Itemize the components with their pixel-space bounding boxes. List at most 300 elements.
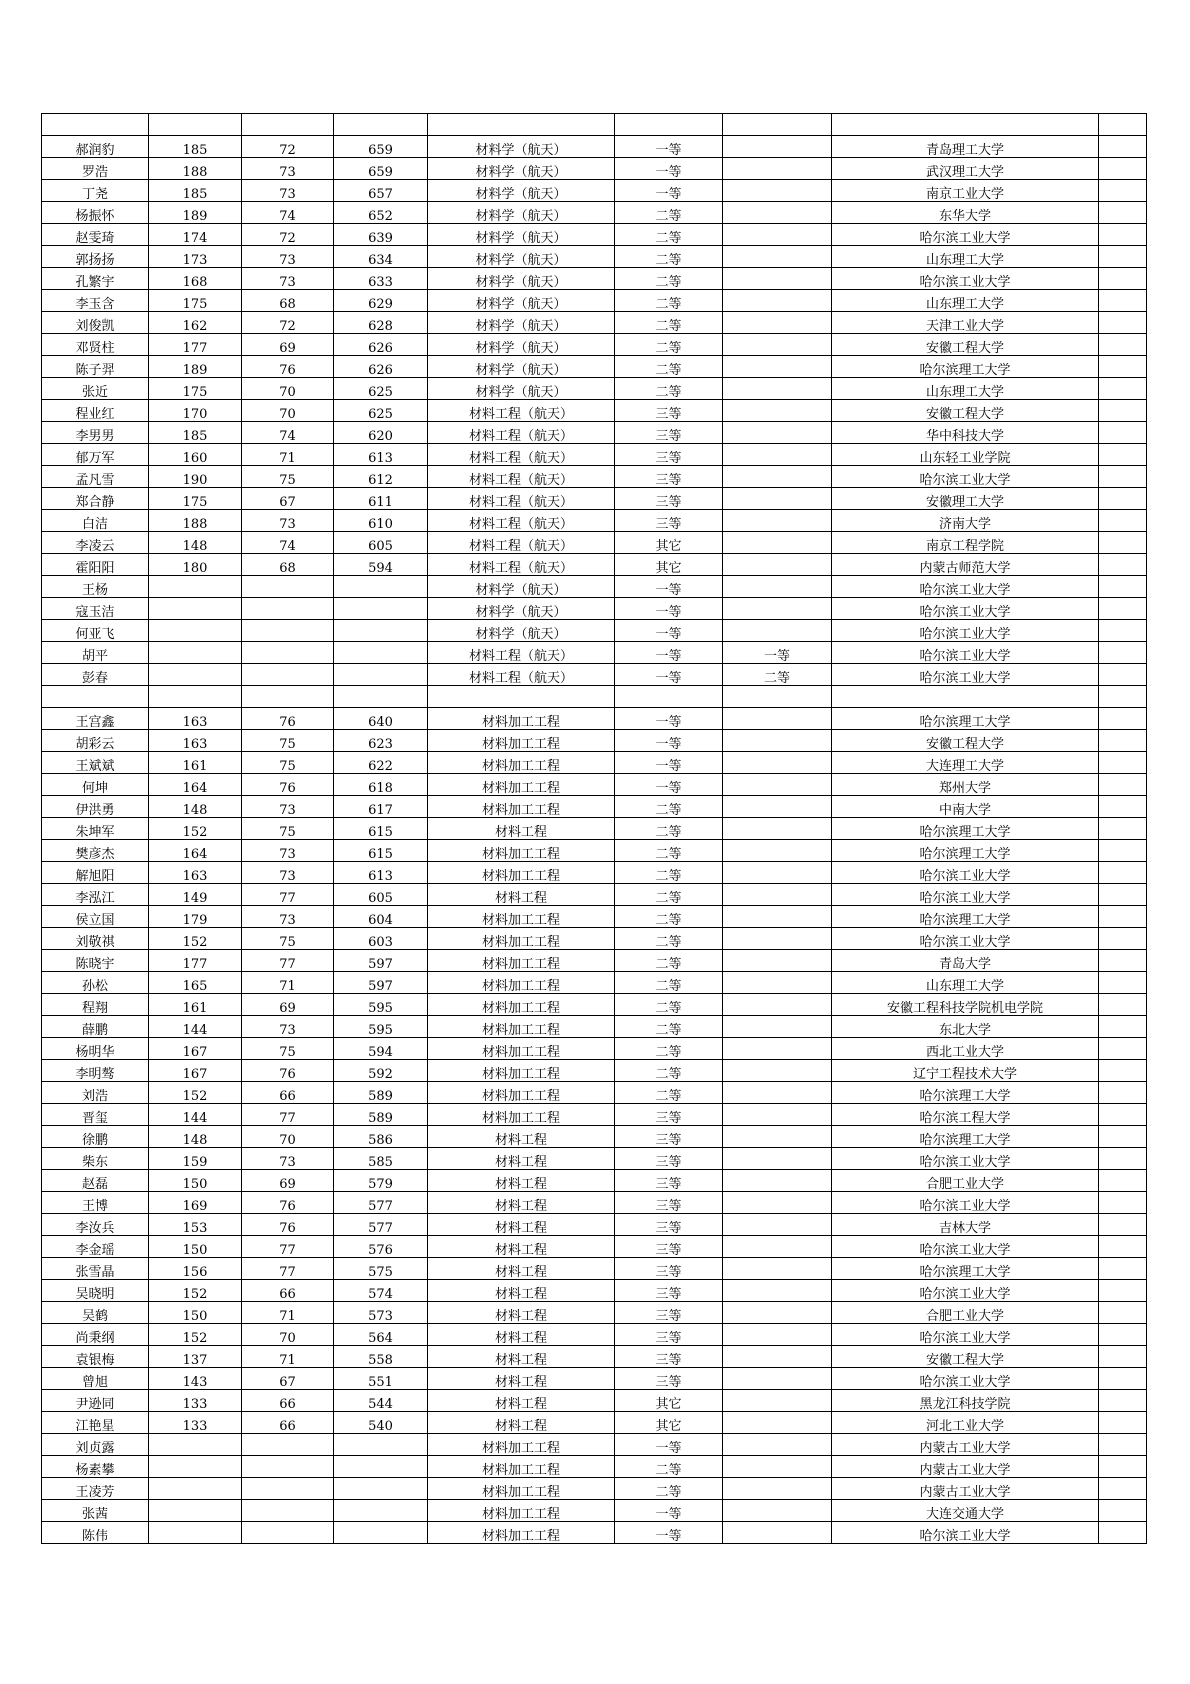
cell-grade: 一等 [615, 1500, 723, 1522]
cell-university: 哈尔滨理工大学 [832, 1082, 1099, 1104]
cell-name: 刘敬祺 [42, 928, 149, 950]
cell-major: 材料工程 [428, 1236, 615, 1258]
cell-grade: 三等 [615, 1368, 723, 1390]
cell-university: 哈尔滨工业大学 [832, 1280, 1099, 1302]
table-row [42, 1192, 1147, 1214]
cell-name: 罗浩 [42, 158, 149, 180]
cell-name: 薛鹏 [42, 1016, 149, 1038]
cell-name: 王斌斌 [42, 752, 149, 774]
cell-name: 李金瑶 [42, 1236, 149, 1258]
cell-extra [723, 752, 832, 774]
table-row [42, 202, 1147, 224]
cell-name: 尹逊同 [42, 1390, 149, 1412]
cell-name: 李凌云 [42, 532, 149, 554]
cell-score-b [242, 1434, 334, 1456]
cell-total: 540 [334, 1412, 428, 1434]
cell-grade: 二等 [615, 1038, 723, 1060]
cell-university: 山东理工大学 [832, 290, 1099, 312]
cell-university: 哈尔滨理工大学 [832, 708, 1099, 730]
cell-grade: 二等 [615, 862, 723, 884]
cell-score-b [242, 1478, 334, 1500]
cell-major: 材料加工工程 [428, 796, 615, 818]
cell-university: 辽宁工程技术大学 [832, 1060, 1099, 1082]
table-row [42, 576, 1147, 598]
cell-score-b: 67 [242, 488, 334, 510]
table-row [42, 1324, 1147, 1346]
cell-score-a: 163 [149, 862, 242, 884]
cell-name: 胡平 [42, 642, 149, 664]
cell-name: 曾旭 [42, 1368, 149, 1390]
cell-score-a: 152 [149, 1324, 242, 1346]
cell-university [832, 686, 1099, 708]
cell-grade: 其它 [615, 1390, 723, 1412]
cell-score-b: 66 [242, 1082, 334, 1104]
cell-score-b: 66 [242, 1412, 334, 1434]
cell-name: 张茜 [42, 1500, 149, 1522]
cell-score-a: 148 [149, 532, 242, 554]
cell-score-a [149, 1434, 242, 1456]
cell-total: 639 [334, 224, 428, 246]
cell-score-b: 77 [242, 1236, 334, 1258]
cell-major: 材料工程 [428, 1324, 615, 1346]
cell-total: 634 [334, 246, 428, 268]
cell-score-b [242, 664, 334, 686]
cell-score-b: 73 [242, 840, 334, 862]
cell-score-a [149, 620, 242, 642]
cell-university: 安徽工程大学 [832, 334, 1099, 356]
cell-major [428, 686, 615, 708]
table-row [42, 1522, 1147, 1544]
cell-grade: 三等 [615, 1214, 723, 1236]
cell-major: 材料工程 [428, 1258, 615, 1280]
cell-total: 597 [334, 950, 428, 972]
table-row [42, 444, 1147, 466]
cell-total [334, 598, 428, 620]
cell-major: 材料加工工程 [428, 1082, 615, 1104]
cell-note [1099, 114, 1147, 136]
cell-name: 王博 [42, 1192, 149, 1214]
cell-score-a: 137 [149, 1346, 242, 1368]
cell-score-a: 164 [149, 840, 242, 862]
cell-score-b: 72 [242, 312, 334, 334]
cell-university: 安徽工程科技学院机电学院 [832, 994, 1099, 1016]
cell-score-a: 173 [149, 246, 242, 268]
cell-major: 材料工程 [428, 1302, 615, 1324]
cell-score-b: 72 [242, 136, 334, 158]
cell-score-b: 69 [242, 334, 334, 356]
cell-name: 吴晓明 [42, 1280, 149, 1302]
cell-extra [723, 884, 832, 906]
cell-note [1099, 840, 1147, 862]
cell-total: 617 [334, 796, 428, 818]
cell-major: 材料学（航天） [428, 378, 615, 400]
cell-major: 材料加工工程 [428, 1500, 615, 1522]
table-row [42, 1104, 1147, 1126]
cell-total [334, 664, 428, 686]
cell-name: 李男男 [42, 422, 149, 444]
cell-note [1099, 1214, 1147, 1236]
cell-grade: 二等 [615, 312, 723, 334]
cell-note [1099, 444, 1147, 466]
cell-university: 安徽工程大学 [832, 400, 1099, 422]
cell-note [1099, 1016, 1147, 1038]
cell-note [1099, 1280, 1147, 1302]
cell-note [1099, 158, 1147, 180]
cell-name: 胡彩云 [42, 730, 149, 752]
cell-extra [723, 136, 832, 158]
cell-name: 晋玺 [42, 1104, 149, 1126]
cell-total: 622 [334, 752, 428, 774]
cell-score-b: 75 [242, 1038, 334, 1060]
cell-note [1099, 180, 1147, 202]
cell-name: 孟凡雪 [42, 466, 149, 488]
cell-grade: 二等 [615, 1456, 723, 1478]
cell-major: 材料工程（航天） [428, 488, 615, 510]
cell-extra [723, 620, 832, 642]
table-row [42, 906, 1147, 928]
table-row [42, 1236, 1147, 1258]
cell-name: 郝润豹 [42, 136, 149, 158]
cell-note [1099, 1038, 1147, 1060]
cell-extra [723, 1170, 832, 1192]
cell-university: 吉林大学 [832, 1214, 1099, 1236]
cell-score-a: 190 [149, 466, 242, 488]
cell-grade: 三等 [615, 1148, 723, 1170]
cell-name: 邓贤柱 [42, 334, 149, 356]
table-row [42, 1126, 1147, 1148]
cell-major: 材料工程（航天） [428, 642, 615, 664]
cell-major: 材料工程（航天） [428, 444, 615, 466]
cell-grade: 二等 [615, 356, 723, 378]
cell-total: 652 [334, 202, 428, 224]
cell-total [334, 686, 428, 708]
table-row [42, 1346, 1147, 1368]
cell-university: 哈尔滨工业大学 [832, 224, 1099, 246]
table-row [42, 1214, 1147, 1236]
cell-note [1099, 422, 1147, 444]
table-row [42, 972, 1147, 994]
cell-score-b: 75 [242, 730, 334, 752]
cell-name: 程业红 [42, 400, 149, 422]
cell-score-a: 159 [149, 1148, 242, 1170]
cell-total: 659 [334, 136, 428, 158]
cell-name: 李汝兵 [42, 1214, 149, 1236]
cell-grade: 二等 [615, 972, 723, 994]
cell-total: 577 [334, 1214, 428, 1236]
cell-grade: 二等 [615, 1016, 723, 1038]
table-row [42, 642, 1147, 664]
cell-extra [723, 730, 832, 752]
cell-university: 哈尔滨工业大学 [832, 642, 1099, 664]
cell-grade: 三等 [615, 1258, 723, 1280]
cell-extra [723, 268, 832, 290]
table-row [42, 290, 1147, 312]
cell-extra [723, 994, 832, 1016]
cell-total: 628 [334, 312, 428, 334]
cell-score-a: 152 [149, 1280, 242, 1302]
cell-score-a: 163 [149, 708, 242, 730]
cell-name: 郁万军 [42, 444, 149, 466]
cell-grade: 一等 [615, 180, 723, 202]
cell-extra [723, 400, 832, 422]
table-row [42, 554, 1147, 576]
cell-grade: 三等 [615, 488, 723, 510]
cell-score-a [149, 1456, 242, 1478]
cell-extra [723, 1368, 832, 1390]
cell-note [1099, 906, 1147, 928]
cell-major: 材料加工工程 [428, 752, 615, 774]
cell-name: 王宫鑫 [42, 708, 149, 730]
cell-university: 哈尔滨工业大学 [832, 884, 1099, 906]
cell-major: 材料学（航天） [428, 202, 615, 224]
cell-grade: 一等 [615, 576, 723, 598]
cell-extra [723, 378, 832, 400]
cell-score-a: 152 [149, 928, 242, 950]
cell-university: 哈尔滨工业大学 [832, 1148, 1099, 1170]
cell-note [1099, 1500, 1147, 1522]
cell-extra [723, 1104, 832, 1126]
cell-total [334, 1478, 428, 1500]
cell-name: 朱坤军 [42, 818, 149, 840]
cell-name: 刘俊凯 [42, 312, 149, 334]
cell-major: 材料工程 [428, 1390, 615, 1412]
cell-score-a: 189 [149, 356, 242, 378]
cell-extra [723, 1214, 832, 1236]
cell-major: 材料工程（航天） [428, 422, 615, 444]
cell-note [1099, 972, 1147, 994]
cell-note [1099, 224, 1147, 246]
cell-university: 哈尔滨工业大学 [832, 268, 1099, 290]
table-row [42, 994, 1147, 1016]
cell-note [1099, 1434, 1147, 1456]
cell-name: 解旭阳 [42, 862, 149, 884]
cell-university [832, 114, 1099, 136]
cell-university: 河北工业大学 [832, 1412, 1099, 1434]
cell-extra [723, 532, 832, 554]
table-row [42, 378, 1147, 400]
cell-name: 侯立国 [42, 906, 149, 928]
cell-score-a: 144 [149, 1104, 242, 1126]
cell-total: 605 [334, 532, 428, 554]
cell-score-b [242, 576, 334, 598]
cell-score-a: 133 [149, 1390, 242, 1412]
cell-major: 材料学（航天） [428, 356, 615, 378]
cell-grade: 一等 [615, 1522, 723, 1544]
cell-major: 材料学（航天） [428, 620, 615, 642]
cell-note [1099, 510, 1147, 532]
cell-total: 625 [334, 378, 428, 400]
cell-score-b: 74 [242, 532, 334, 554]
cell-university: 内蒙古工业大学 [832, 1434, 1099, 1456]
cell-extra [723, 1148, 832, 1170]
cell-note [1099, 1478, 1147, 1500]
cell-grade: 一等 [615, 642, 723, 664]
cell-extra [723, 554, 832, 576]
cell-score-a: 143 [149, 1368, 242, 1390]
cell-score-a: 175 [149, 488, 242, 510]
cell-grade: 一等 [615, 664, 723, 686]
cell-score-b: 74 [242, 202, 334, 224]
cell-score-a [149, 1500, 242, 1522]
cell-grade: 二等 [615, 1478, 723, 1500]
cell-total [334, 1500, 428, 1522]
cell-major: 材料工程（航天） [428, 510, 615, 532]
cell-note [1099, 554, 1147, 576]
table-row [42, 1390, 1147, 1412]
table-row [42, 818, 1147, 840]
cell-major: 材料加工工程 [428, 1478, 615, 1500]
cell-total: 618 [334, 774, 428, 796]
cell-extra [723, 928, 832, 950]
cell-note [1099, 290, 1147, 312]
cell-extra [723, 510, 832, 532]
cell-name: 霍阳阳 [42, 554, 149, 576]
cell-score-a: 185 [149, 136, 242, 158]
cell-extra [723, 1060, 832, 1082]
cell-major: 材料加工工程 [428, 972, 615, 994]
cell-total: 659 [334, 158, 428, 180]
cell-note [1099, 774, 1147, 796]
cell-extra [723, 356, 832, 378]
cell-score-a: 188 [149, 158, 242, 180]
cell-score-b: 76 [242, 708, 334, 730]
cell-grade: 二等 [615, 290, 723, 312]
cell-score-a: 164 [149, 774, 242, 796]
cell-university: 哈尔滨工业大学 [832, 1192, 1099, 1214]
cell-note [1099, 246, 1147, 268]
cell-major: 材料加工工程 [428, 774, 615, 796]
cell-score-a: 162 [149, 312, 242, 334]
cell-note [1099, 356, 1147, 378]
cell-score-b: 75 [242, 466, 334, 488]
cell-extra [723, 422, 832, 444]
cell-score-b: 76 [242, 1060, 334, 1082]
cell-university: 内蒙古师范大学 [832, 554, 1099, 576]
cell-note [1099, 818, 1147, 840]
table-row [42, 1170, 1147, 1192]
cell-university: 哈尔滨工业大学 [832, 466, 1099, 488]
cell-name: 刘浩 [42, 1082, 149, 1104]
cell-university: 东北大学 [832, 1016, 1099, 1038]
cell-name: 杨振怀 [42, 202, 149, 224]
cell-name: 寇玉洁 [42, 598, 149, 620]
cell-total: 573 [334, 1302, 428, 1324]
cell-grade: 三等 [615, 1302, 723, 1324]
cell-grade: 三等 [615, 1324, 723, 1346]
cell-score-b [242, 1456, 334, 1478]
cell-university: 哈尔滨理工大学 [832, 1126, 1099, 1148]
cell-score-b: 71 [242, 972, 334, 994]
cell-university: 东华大学 [832, 202, 1099, 224]
cell-score-a: 150 [149, 1170, 242, 1192]
cell-total: 611 [334, 488, 428, 510]
cell-total: 589 [334, 1104, 428, 1126]
cell-name: 杨明华 [42, 1038, 149, 1060]
cell-note [1099, 1324, 1147, 1346]
cell-major: 材料学（航天） [428, 180, 615, 202]
cell-note [1099, 1346, 1147, 1368]
cell-extra [723, 1192, 832, 1214]
cell-total: 657 [334, 180, 428, 202]
cell-grade: 二等 [615, 268, 723, 290]
cell-score-b: 73 [242, 1148, 334, 1170]
cell-grade: 二等 [615, 796, 723, 818]
cell-extra [723, 1346, 832, 1368]
cell-grade: 二等 [615, 994, 723, 1016]
table-body [42, 114, 1147, 1544]
cell-extra [723, 224, 832, 246]
cell-note [1099, 268, 1147, 290]
table-row [42, 1302, 1147, 1324]
cell-total: 605 [334, 884, 428, 906]
cell-extra [723, 1522, 832, 1544]
cell-total: 564 [334, 1324, 428, 1346]
cell-note [1099, 752, 1147, 774]
cell-score-b: 73 [242, 796, 334, 818]
cell-score-b: 76 [242, 774, 334, 796]
cell-total: 592 [334, 1060, 428, 1082]
cell-extra [723, 334, 832, 356]
cell-grade: 三等 [615, 1192, 723, 1214]
table-row [42, 136, 1147, 158]
cell-total: 613 [334, 862, 428, 884]
table-row [42, 928, 1147, 950]
cell-major: 材料工程 [428, 818, 615, 840]
cell-name: 伊洪勇 [42, 796, 149, 818]
cell-university: 济南大学 [832, 510, 1099, 532]
cell-note [1099, 378, 1147, 400]
cell-total: 612 [334, 466, 428, 488]
cell-university: 大连理工大学 [832, 752, 1099, 774]
cell-total: 640 [334, 708, 428, 730]
cell-grade: 一等 [615, 158, 723, 180]
cell-score-a: 148 [149, 796, 242, 818]
cell-score-a: 152 [149, 818, 242, 840]
cell-total: 576 [334, 1236, 428, 1258]
cell-score-a [149, 1522, 242, 1544]
cell-major: 材料工程（航天） [428, 532, 615, 554]
cell-major: 材料工程（航天） [428, 554, 615, 576]
cell-grade: 其它 [615, 554, 723, 576]
cell-note [1099, 730, 1147, 752]
cell-total: 595 [334, 994, 428, 1016]
cell-name: 李玉含 [42, 290, 149, 312]
cell-grade: 一等 [615, 708, 723, 730]
cell-grade: 二等 [615, 840, 723, 862]
cell-university: 山东理工大学 [832, 246, 1099, 268]
cell-major: 材料加工工程 [428, 1060, 615, 1082]
table-row [42, 466, 1147, 488]
cell-total: 626 [334, 356, 428, 378]
cell-major: 材料工程 [428, 1214, 615, 1236]
cell-grade: 二等 [615, 884, 723, 906]
cell-score-a [149, 598, 242, 620]
cell-note [1099, 1060, 1147, 1082]
admission-table [41, 113, 1147, 1544]
cell-university: 哈尔滨工业大学 [832, 1368, 1099, 1390]
cell-score-a: 150 [149, 1236, 242, 1258]
cell-note [1099, 1258, 1147, 1280]
cell-name: 赵雯琦 [42, 224, 149, 246]
cell-total: 575 [334, 1258, 428, 1280]
cell-university: 哈尔滨理工大学 [832, 840, 1099, 862]
cell-score-b: 77 [242, 884, 334, 906]
cell-note [1099, 400, 1147, 422]
cell-name [42, 686, 149, 708]
cell-score-a [149, 642, 242, 664]
cell-extra [723, 862, 832, 884]
cell-score-a [149, 576, 242, 598]
